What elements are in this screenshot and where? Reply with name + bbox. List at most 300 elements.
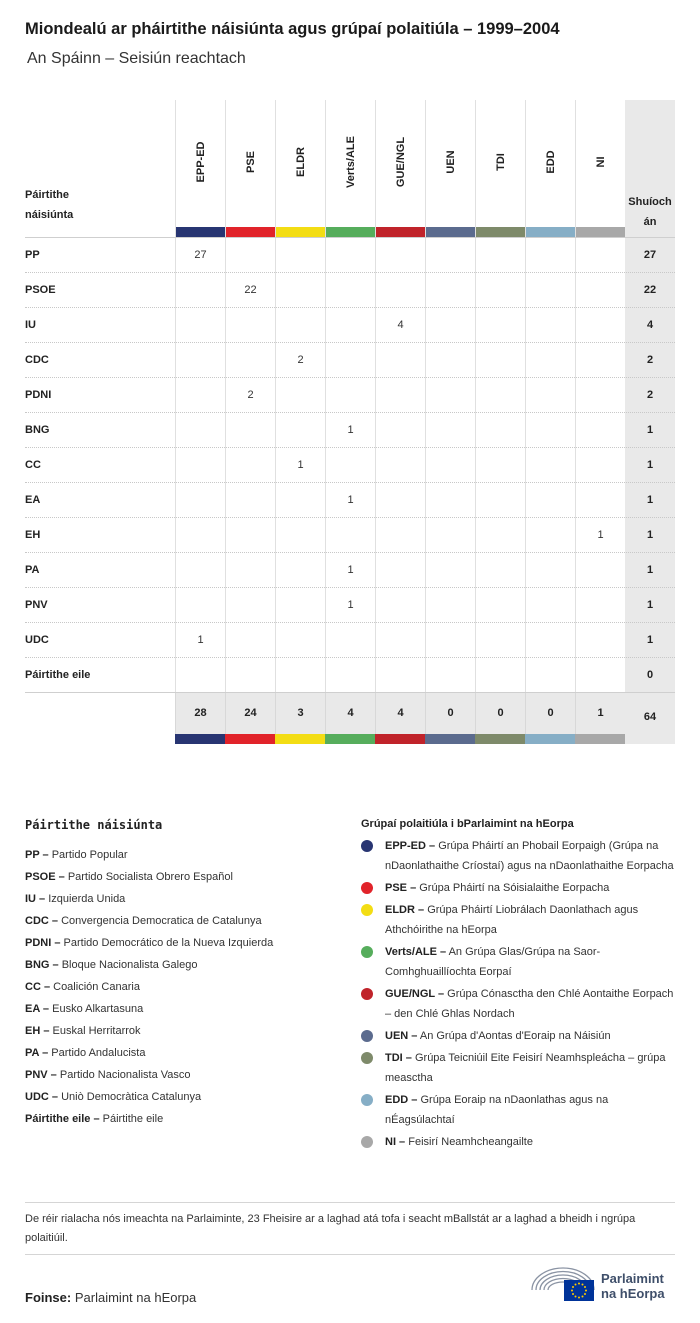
seat-cell: [425, 238, 475, 273]
group-color-bar: [225, 734, 275, 744]
seat-cell: [175, 658, 225, 693]
political-groups-legend-title: Grúpaí polaitiúla i bParlaimint na hEorpa: [361, 818, 574, 830]
seat-cell: [525, 518, 575, 553]
totals-row: [25, 692, 675, 743]
seat-cell: 1: [575, 518, 625, 553]
seat-cell: [425, 378, 475, 413]
rules-note: De réir rialacha nós imeachta na Parlaiminte, 23 Fheisire ar a laghad atá tofa i seacht mBallstát ar a laghad a bheidh i ngrúpa polaitiúil.: [25, 1213, 636, 1244]
seat-cell: [575, 658, 625, 693]
party-name: PDNI: [25, 389, 52, 401]
seat-cell: 22: [225, 273, 275, 308]
seat-cell: [225, 518, 275, 553]
group-color-bar: [325, 734, 375, 744]
seat-cell: 27: [175, 238, 225, 273]
party-seat-total: 1: [625, 483, 675, 518]
seat-cell: [225, 623, 275, 658]
group-column-header: [575, 100, 625, 237]
group-color-dot-icon: [361, 1052, 373, 1064]
grand-total: 64: [625, 693, 675, 744]
seat-cell: [275, 553, 325, 588]
group-code: NI –: [385, 1136, 406, 1148]
party-seat-total: 1: [625, 553, 675, 588]
seat-cell: [575, 378, 625, 413]
group-code: TDI –: [385, 1052, 412, 1064]
group-color-bar: [425, 734, 475, 744]
seat-cell: [175, 518, 225, 553]
party-name: EA: [25, 494, 41, 506]
table-row: [25, 587, 675, 622]
seat-cell: [275, 273, 325, 308]
seats-header-label: Shuíoch án: [628, 196, 672, 228]
seat-cell: [225, 308, 275, 343]
seat-cell: [175, 553, 225, 588]
group-full-name: Grúpa Pháirtí Liobrálach Daonlathach agus Athchóirithe na hEorpa: [385, 904, 639, 936]
party-name: IU: [25, 319, 36, 331]
party-full-name: Partido Popular: [51, 849, 128, 861]
source-value: Parlaimint na hEorpa: [74, 1290, 197, 1305]
group-total-cell: 0: [425, 693, 475, 734]
national-party-legend-item: [25, 954, 345, 976]
party-code: PA –: [25, 1047, 49, 1059]
seat-cell: [325, 378, 375, 413]
party-code: BNG –: [25, 959, 59, 971]
logo-line-1: Parlaimint: [601, 1271, 664, 1286]
seat-cell: [525, 273, 575, 308]
seat-cell: [225, 553, 275, 588]
seat-cell: [275, 413, 325, 448]
seat-cell: [525, 553, 575, 588]
seat-cell: [275, 308, 325, 343]
group-column-header: [525, 100, 575, 237]
breakdown-table: [25, 100, 675, 743]
seat-cell: [325, 448, 375, 483]
group-color-bar: [276, 227, 325, 237]
group-code: EDD –: [385, 1094, 418, 1106]
group-column-header: [275, 100, 325, 237]
group-color-bar: [426, 227, 475, 237]
seat-cell: [325, 658, 375, 693]
party-full-name: Convergencia Democratica de Catalunya: [61, 915, 262, 927]
national-party-legend-item: [25, 910, 345, 932]
seat-cell: [225, 448, 275, 483]
seat-cell: [525, 588, 575, 623]
seat-cell: [575, 308, 625, 343]
seat-cell: [525, 448, 575, 483]
party-code: EA –: [25, 1003, 50, 1015]
seat-cell: [225, 413, 275, 448]
seats-header: [625, 100, 675, 237]
group-color-dot-icon: [361, 946, 373, 958]
group-legend-item: [361, 900, 675, 940]
party-code: UDC –: [25, 1091, 59, 1103]
group-legend-item: [361, 1026, 675, 1046]
party-full-name: Euskal Herritarrok: [52, 1025, 141, 1037]
table-row: [25, 552, 675, 587]
seat-cell: 1: [325, 413, 375, 448]
seat-cell: [575, 343, 625, 378]
group-code: GUE/NGL –: [385, 988, 445, 1000]
group-total-cell: 28: [175, 693, 225, 734]
seat-cell: [325, 343, 375, 378]
party-seat-total: 1: [625, 413, 675, 448]
table-row: [25, 517, 675, 552]
table-row: [25, 307, 675, 342]
party-seat-total: 1: [625, 588, 675, 623]
party-seat-total: 1: [625, 448, 675, 483]
seat-cell: [175, 273, 225, 308]
seat-cell: 1: [325, 483, 375, 518]
group-color-bar: [526, 227, 575, 237]
table-row: [25, 412, 675, 447]
seat-cell: [225, 588, 275, 623]
group-total-cell: 3: [275, 693, 325, 734]
party-full-name: Páirtithe eile: [102, 1113, 164, 1125]
party-seat-total: 0: [625, 658, 675, 693]
seat-cell: [375, 623, 425, 658]
group-full-name: An Grúpa Glas/Grúpa na Saor-Comhghuaillíochta Eorpaí: [385, 946, 601, 978]
seat-cell: [325, 273, 375, 308]
political-groups-legend: [361, 818, 675, 1154]
group-total-cell: 24: [225, 693, 275, 734]
seat-cell: [475, 658, 525, 693]
group-code-label: TDI: [494, 153, 507, 171]
seat-cell: [425, 308, 475, 343]
seat-cell: [175, 413, 225, 448]
seat-cell: 1: [275, 448, 325, 483]
group-legend-item: [361, 942, 675, 982]
party-full-name: Partido Socialista Obrero Español: [67, 871, 233, 883]
national-party-legend-item: [25, 976, 345, 998]
group-color-dot-icon: [361, 1136, 373, 1148]
seat-cell: [525, 343, 575, 378]
seat-cell: [425, 273, 475, 308]
seat-cell: [175, 378, 225, 413]
national-party-legend-item: [25, 932, 345, 954]
party-full-name: Coalición Canaria: [53, 981, 140, 993]
party-code: CDC –: [25, 915, 59, 927]
party-name: EH: [25, 529, 41, 541]
seat-cell: [375, 448, 425, 483]
seat-cell: 4: [375, 308, 425, 343]
table-header: [25, 100, 675, 237]
seat-cell: [425, 588, 475, 623]
group-color-bar: [226, 227, 275, 237]
group-column-header: [175, 100, 225, 237]
group-total-cell: 1: [575, 693, 625, 734]
party-full-name: Bloque Nacionalista Galego: [61, 959, 198, 971]
seat-cell: [525, 413, 575, 448]
party-name: CDC: [25, 354, 49, 366]
seat-cell: [375, 413, 425, 448]
group-color-bar: [475, 734, 525, 744]
seat-cell: [425, 413, 475, 448]
party-full-name: Eusko Alkartasuna: [52, 1003, 144, 1015]
seat-cell: [575, 413, 625, 448]
seat-cell: [525, 308, 575, 343]
group-color-dot-icon: [361, 882, 373, 894]
seat-cell: [275, 588, 325, 623]
group-code-label: UEN: [444, 150, 457, 174]
party-code: PP –: [25, 849, 49, 861]
seat-cell: [275, 483, 325, 518]
party-code: PDNI –: [25, 937, 61, 949]
seat-cell: [375, 378, 425, 413]
national-parties-legend-title: Páirtithe náisiúnta: [25, 818, 163, 832]
seat-cell: [225, 343, 275, 378]
seat-cell: [425, 658, 475, 693]
seat-cell: [175, 308, 225, 343]
group-legend-item: [361, 878, 675, 898]
party-seat-total: 2: [625, 343, 675, 378]
seat-cell: 2: [275, 343, 325, 378]
party-seat-total: 22: [625, 273, 675, 308]
seat-cell: [475, 553, 525, 588]
group-full-name: Grúpa Pháirtí na Sóisialaithe Eorpacha: [419, 882, 610, 894]
seat-cell: [275, 623, 325, 658]
national-parties-legend: [25, 818, 345, 1130]
group-full-name: An Grúpa d'Aontas d'Eoraip na Náisiún: [419, 1030, 611, 1042]
party-name: UDC: [25, 634, 49, 646]
seat-cell: [425, 483, 475, 518]
seat-cell: [475, 413, 525, 448]
group-code-label: GUE/NGL: [394, 136, 407, 188]
seat-cell: [275, 518, 325, 553]
group-color-dot-icon: [361, 988, 373, 1000]
party-code: IU –: [25, 893, 46, 905]
group-column-header: [375, 100, 425, 237]
seat-cell: [375, 483, 425, 518]
group-legend-item: [361, 1048, 675, 1088]
seat-cell: [375, 343, 425, 378]
party-name: PA: [25, 564, 40, 576]
table-body: [25, 237, 675, 692]
seat-cell: [425, 553, 475, 588]
group-code-label: ELDR: [294, 147, 307, 177]
group-legend-item: [361, 1132, 675, 1152]
seat-cell: [475, 588, 525, 623]
national-party-legend-item: [25, 866, 345, 888]
table-row: [25, 657, 675, 692]
party-name: CC: [25, 459, 41, 471]
seat-cell: 1: [325, 588, 375, 623]
group-color-bar: [326, 227, 375, 237]
national-party-legend-item: [25, 1108, 345, 1130]
group-column-header: [225, 100, 275, 237]
hemicycle-flag-icon: [530, 1264, 596, 1304]
seat-cell: [475, 518, 525, 553]
group-color-bar: [176, 227, 225, 237]
group-legend-item: [361, 1090, 675, 1130]
party-full-name: Partido Nacionalista Vasco: [59, 1069, 191, 1081]
group-color-bar: [576, 227, 625, 237]
group-total-cell: 4: [325, 693, 375, 734]
seat-cell: [375, 553, 425, 588]
group-total-cell: 0: [475, 693, 525, 734]
national-party-legend-item: [25, 888, 345, 910]
group-color-dot-icon: [361, 1030, 373, 1042]
group-column-header: [475, 100, 525, 237]
group-code-label: PSE: [244, 150, 257, 174]
group-legend-item: [361, 984, 675, 1024]
group-color-bar: [476, 227, 525, 237]
seat-cell: [475, 273, 525, 308]
party-code: Páirtithe eile –: [25, 1113, 100, 1125]
group-column-header: [325, 100, 375, 237]
seat-cell: [375, 588, 425, 623]
seat-cell: [225, 238, 275, 273]
party-full-name: Partido Democrático de la Nueva Izquierda: [63, 937, 274, 949]
seat-cell: [425, 343, 475, 378]
table-row: [25, 237, 675, 272]
seat-cell: [525, 623, 575, 658]
group-code: UEN –: [385, 1030, 418, 1042]
party-name: Páirtithe eile: [25, 669, 91, 681]
party-seat-total: 27: [625, 238, 675, 273]
national-party-legend-item: [25, 1064, 345, 1086]
seat-cell: 2: [225, 378, 275, 413]
seat-cell: [575, 448, 625, 483]
national-party-legend-item: [25, 1042, 345, 1064]
party-code: PNV –: [25, 1069, 57, 1081]
seat-cell: [575, 588, 625, 623]
group-full-name: Feisirí Neamhcheangailte: [408, 1136, 533, 1148]
divider: [25, 1254, 675, 1255]
seat-cell: [425, 518, 475, 553]
party-name: BNG: [25, 424, 50, 436]
source-line: [25, 1290, 196, 1305]
group-color-bar: [575, 734, 625, 744]
seat-cell: [475, 378, 525, 413]
party-code: CC –: [25, 981, 51, 993]
seat-cell: [275, 378, 325, 413]
page-subtitle: An Spáinn – Seisiún reachtach: [27, 50, 246, 67]
group-color-dot-icon: [361, 840, 373, 852]
divider: [25, 1202, 675, 1203]
group-code-label: EDD: [544, 150, 557, 174]
page-title: Miondealú ar pháirtithe náisiúnta agus grúpaí polaitiúla – 1999–2004: [25, 20, 560, 38]
national-party-legend-item: [25, 998, 345, 1020]
group-code-label: EPP-ED: [194, 141, 207, 183]
seat-cell: [525, 483, 575, 518]
seat-cell: [175, 343, 225, 378]
seat-cell: [425, 448, 475, 483]
group-full-name: Grúpa Pháirtí an Phobail Eorpaigh (Grúpa na nDaonlathaithe Críostaí) agus na nDaonlathaithe Eorpacha: [385, 840, 674, 872]
group-color-bar: [376, 227, 425, 237]
party-name: PP: [25, 249, 40, 261]
seat-cell: [525, 658, 575, 693]
party-name: PSOE: [25, 284, 56, 296]
group-color-bar: [525, 734, 575, 744]
seat-cell: [475, 308, 525, 343]
table-row: [25, 482, 675, 517]
seat-cell: [325, 623, 375, 658]
group-code-label: NI: [594, 156, 607, 168]
seat-cell: [175, 588, 225, 623]
group-color-bar: [175, 734, 225, 744]
seat-cell: [475, 238, 525, 273]
party-seat-total: 1: [625, 518, 675, 553]
seat-cell: [175, 448, 225, 483]
seat-cell: [575, 273, 625, 308]
seat-cell: [575, 553, 625, 588]
party-full-name: Partido Andalucista: [51, 1047, 146, 1059]
seat-cell: [325, 518, 375, 553]
group-code: PSE –: [385, 882, 417, 894]
party-full-name: Izquierda Unida: [48, 893, 126, 905]
seat-cell: [325, 308, 375, 343]
group-full-name: Grúpa Teicniúil Eite Feisirí Neamhspleácha – grúpa measctha: [385, 1052, 666, 1084]
group-legend-item: [361, 836, 675, 876]
group-code: EPP-ED –: [385, 840, 436, 852]
party-code: PSOE –: [25, 871, 65, 883]
group-column-header: [425, 100, 475, 237]
seat-cell: [375, 238, 425, 273]
seat-cell: [525, 238, 575, 273]
seat-cell: [575, 623, 625, 658]
party-full-name: Uniò Democràtica Catalunya: [61, 1091, 202, 1103]
group-color-dot-icon: [361, 1094, 373, 1106]
table-row: [25, 622, 675, 657]
seat-cell: [275, 658, 325, 693]
group-full-name: Grúpa Cónasctha den Chlé Aontaithe Eorpach – den Chlé Ghlas Nordach: [385, 988, 674, 1020]
seat-cell: 1: [175, 623, 225, 658]
seat-cell: [525, 378, 575, 413]
group-total-cell: 4: [375, 693, 425, 734]
group-code: ELDR –: [385, 904, 425, 916]
seat-cell: [325, 238, 375, 273]
seat-cell: 1: [325, 553, 375, 588]
ep-logo: [530, 1264, 678, 1304]
seat-cell: [475, 483, 525, 518]
seat-cell: [475, 448, 525, 483]
group-color-dot-icon: [361, 904, 373, 916]
seat-cell: [475, 623, 525, 658]
seat-cell: [575, 483, 625, 518]
seat-cell: [375, 273, 425, 308]
table-row: [25, 447, 675, 482]
source-label: Foinse:: [25, 1290, 72, 1305]
ep-logo-text: [601, 1271, 665, 1301]
table-row: [25, 377, 675, 412]
seat-cell: [225, 658, 275, 693]
seat-cell: [375, 518, 425, 553]
group-color-bar: [375, 734, 425, 744]
group-code: Verts/ALE –: [385, 946, 447, 958]
table-row: [25, 272, 675, 307]
national-party-legend-item: [25, 1086, 345, 1108]
party-seat-total: 2: [625, 378, 675, 413]
party-seat-total: 4: [625, 308, 675, 343]
table-row: [25, 342, 675, 377]
party-name: PNV: [25, 599, 48, 611]
seat-cell: [575, 238, 625, 273]
group-color-bar: [275, 734, 325, 744]
party-code: EH –: [25, 1025, 50, 1037]
logo-line-2: na hEorpa: [601, 1286, 665, 1301]
seat-cell: [225, 483, 275, 518]
group-full-name: Grúpa Eoraip na nDaonlathas agus na nÉagsúlachtaí: [385, 1094, 609, 1126]
party-seat-total: 1: [625, 623, 675, 658]
seat-cell: [275, 238, 325, 273]
seat-cell: [475, 343, 525, 378]
group-total-cell: 0: [525, 693, 575, 734]
seat-cell: [425, 623, 475, 658]
seat-cell: [375, 658, 425, 693]
national-parties-header: Páirtithe náisiúnta: [25, 189, 74, 221]
national-party-legend-item: [25, 844, 345, 866]
national-party-legend-item: [25, 1020, 345, 1042]
seat-cell: [175, 483, 225, 518]
